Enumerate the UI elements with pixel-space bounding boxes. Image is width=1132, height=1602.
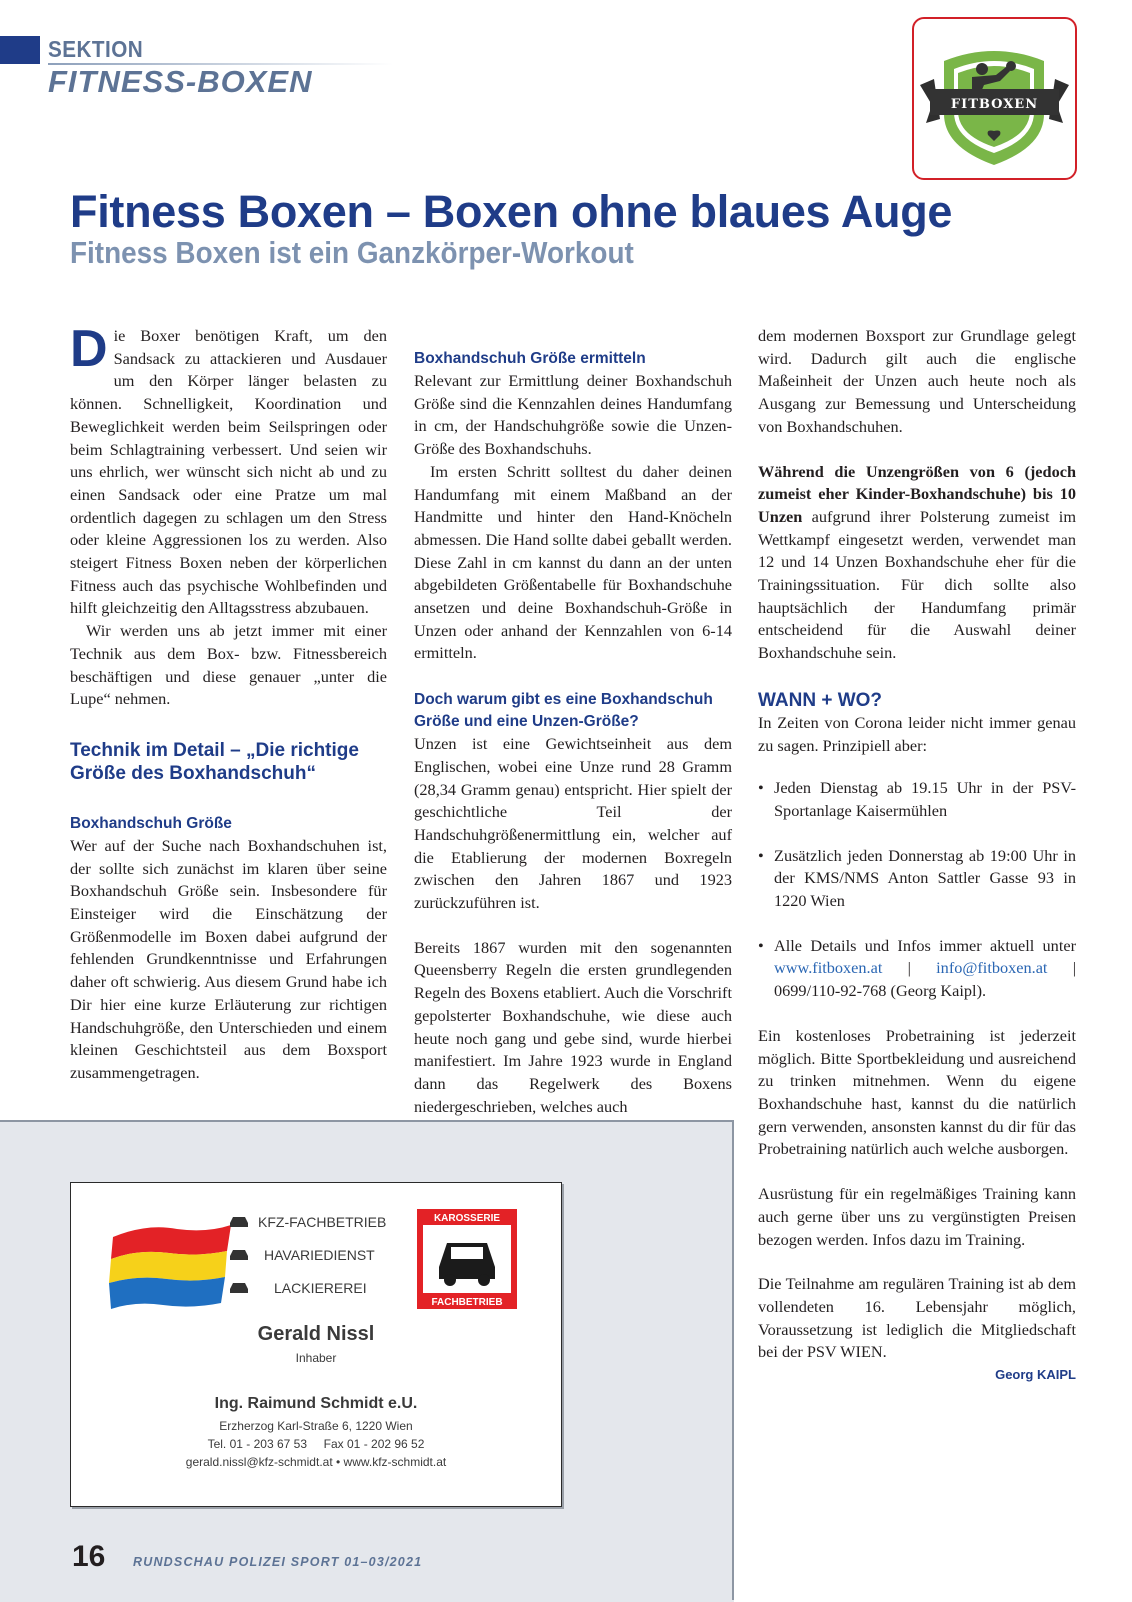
company-name: Ing. Raimund Schmidt e.U. [214, 1395, 418, 1412]
company-contact: gerald.nissl@kfz-schmidt.at • www.kfz-schmidt.at [185, 1455, 447, 1469]
company-address: Erzherzog Karl-Straße 6, 1220 Wien [219, 1419, 413, 1433]
website-link[interactable]: www.fitboxen.at [774, 958, 883, 978]
color-stripes-logo [107, 1223, 235, 1311]
paragraph: Wer auf der Suche nach Boxhandschuhen ist, der sollte sich zunächst im klaren über seine Boxhandschuh Größe sein. Insbesondere für Einsteiger wird die Einschätzung der Größenmodelle im Boxen dabei aufgrund der fehlenden Grundkenntnisse und Erfahrungen daher oft schwierig. Aus diesem Grund habe ich Dir hier eine kurze Erläuterung zur richtigen Handschuhgröße, den Unterschieden und einem kleinen Geschichtsteil aus dem Boxsport zusammengetragen. [70, 835, 387, 1082]
section-heading: WANN + WO? [758, 689, 883, 711]
list-item: • Alle Details und Infos immer aktuell unter www.fitboxen.at | info@fitboxen.at | 0699/110-92-768 (Georg Kaipl). [758, 935, 1076, 1003]
subheading: Boxhandschuh Größe ermitteln [414, 350, 646, 367]
drop-cap: D [70, 320, 108, 378]
paragraph: Bereits 1867 wurden mit den sogenannten Queensberry Regeln die ersten grundlegenden Regeln des Boxens etabliert. Auch die Vorschrift gepolsterter Boxhandschuhe, wie diese auch heute noch gang und gebe sind, wurde hierbei manifestiert. Im Jahre 1923 wurde in England dann das Regelwerk des Boxens niedergeschrieben, welches auch [414, 937, 732, 1116]
paragraph: Während die Unzengrößen von 6 (jedoch zumeist eher Kinder-Boxhandschuhe) bis 10 Unzen aufgrund ihrer Polsterung zumeist im Wettkampf eingesetzt werden, verwendet man 12 und 14 Unzen Boxhandschuhe eher für die Trainingssituation. Für dich sollte also hauptsächlich der Handumfang primär entscheidend für die Auswahl deiner Boxhandschuhe sein. [758, 461, 1076, 663]
author-credit: Georg KAIPL [995, 1367, 1076, 1383]
schedule-list [758, 777, 1076, 1003]
badge-top-text: KAROSSERIE [433, 1213, 501, 1224]
list-item: • Zusätzlich jeden Donnerstag ab 19:00 Uhr in der KMS/NMS Anton Sattler Gasse 93 in 1220 Wien [758, 845, 1076, 913]
company-phone: Tel. 01 - 203 67 53 Fax 01 - 202 96 52 [207, 1437, 425, 1451]
service-label: LACKIEREREI [274, 1280, 367, 1296]
subheading: Doch warum gibt es eine Boxhandschuh Größe und eine Unzen-Größe? [414, 691, 713, 731]
service-label: HAVARIEDIENST [264, 1247, 375, 1263]
list-item: • Jeden Dienstag ab 19.15 Uhr in der PSV-Sportanlage Kaisermühlen [758, 777, 1076, 822]
section-title: FITNESS-BOXEN [48, 64, 313, 99]
page-number: 16 [72, 1540, 106, 1573]
service-label: KFZ-FACHBETRIEB [258, 1214, 387, 1230]
intro-paragraph: Die Boxer benötigen Kraft, um den Sandsack zu attackieren und Ausdauer um den Körper länger belasten zu können. Schnelligkeit, Koordination und Beweglichkeit werden beim Seilspringen oder beim Schlagtraining verbessert. Und seien wir uns ehrlich, wer wünscht sich nicht ab und zu einen Sandsack oder eine Pratze um mal ordentlich dagegen zu schlagen um den Stress oder kleine Aggressionen los zu werden. Also steigert Fitness Boxen neben der körperlichen Fitness auch das psychische Wohlbefinden und hilft gleichzeitig den Alltagsstress abzubauen. [70, 320, 387, 618]
section-heading: Technik im Detail – „Die richtige Größe des Boxhandschuh“ [70, 739, 359, 784]
paragraph: Unzen ist eine Gewichtseinheit aus dem Englischen, wobei eine Unze rund 28 Gramm (28,34 Gramm genau) entspricht. Hier spielt der geschichtliche Teil der Handschuhgrößenermittlung ein, welcher auf die Etablierung der modernen Boxregeln zwischen den Jahren 1867 und 1923 zurückzuführen ist. [414, 734, 732, 913]
badge-bottom-text: FACHBETRIEB [431, 1297, 503, 1308]
fitboxen-logo [912, 17, 1077, 180]
paragraph: In Zeiten von Corona leider nicht immer genau zu sagen. Prinzipiell aber: [758, 712, 1076, 755]
business-card-ad [70, 1182, 562, 1507]
karosserie-badge [417, 1209, 517, 1309]
paragraph: dem modernen Boxsport zur Grundlage gelegt wird. Dadurch gilt auch die englische Maßeinheit der Unzen auch heute noch als Ausgang zur Bemessung und Unterscheidung von Boxhandschuhen. [758, 326, 1076, 436]
section-color-bar [0, 36, 40, 64]
email-link[interactable]: info@fitboxen.at [936, 958, 1048, 978]
paragraph: Ausrüstung für ein regelmäßiges Training kann auch gerne über uns zu vergünstigten Preisen bezogen werden. Infos dazu im Training. [758, 1184, 1076, 1249]
column-2 [414, 348, 732, 1118]
article-subtitle: Fitness Boxen ist ein Ganzkörper-Workout [70, 235, 634, 270]
contact-role: Inhaber [295, 1351, 337, 1365]
car-icon [228, 1248, 250, 1262]
paragraph: Die Teilnahme am regulären Training ist ab dem vollendeten 16. Lebensjahr möglich, Voraussetzung ist lediglich die Mitgliedschaft bei der PSV WIEN. [758, 1274, 1076, 1362]
ad-divider [732, 1120, 734, 1600]
subheading: Boxhandschuh Größe [70, 814, 232, 832]
column-1 [70, 320, 387, 1085]
paragraph: Relevant zur Ermittlung deiner Boxhandschuh Größe sind die Kennzahlen deines Handumfang in cm, der Handschuhgröße sowie die Unzen-Größe des Boxhandschuhs. [414, 371, 732, 459]
contact-name: Gerald Nissl [257, 1323, 375, 1345]
paragraph: Im ersten Schritt solltest du daher deinen Handumfang mit einem Maßband an der Handmitte und hinter den Hand-Knöcheln abmessen. Die Hand sollte dabei geballt werden. Diese Zahl in cm kannst du dann an der unten abgebildeten Größentabelle für Boxhandschuhe ansetzen und deine Boxhandschuh-Größe in Unzen oder anhand der Kennzahlen von 6-14 ermitteln. [414, 461, 732, 663]
column-3 [758, 325, 1076, 1387]
paragraph: Ein kostenloses Probetraining ist jederzeit möglich. Bitte Sportbekleidung und ausreichend zu trinken mitnehmen. Wenn du eigene Boxhandschuhe hast, kannst du die natürlich gern verwenden, ansonsten kannst du dir für das Probetraining natürlich auch welche ausborgen. [758, 1025, 1076, 1159]
publication-title: RUNDSCHAU POLIZEI SPORT 01–03/2021 [133, 1555, 423, 1569]
section-label: SEKTION [48, 36, 144, 62]
article-title: Fitness Boxen – Boxen ohne blaues Auge [70, 186, 953, 237]
fitboxen-shield-icon [914, 19, 1075, 178]
car-icon [228, 1215, 250, 1229]
car-icon [228, 1281, 250, 1295]
logo-banner-text: FITBOXEN [950, 97, 1039, 112]
paragraph: Wir werden uns ab jetzt immer mit einer Technik aus dem Box- bzw. Fitnessbereich beschäftigen und diese genauer „unter die Lupe“ nehmen. [70, 621, 387, 709]
